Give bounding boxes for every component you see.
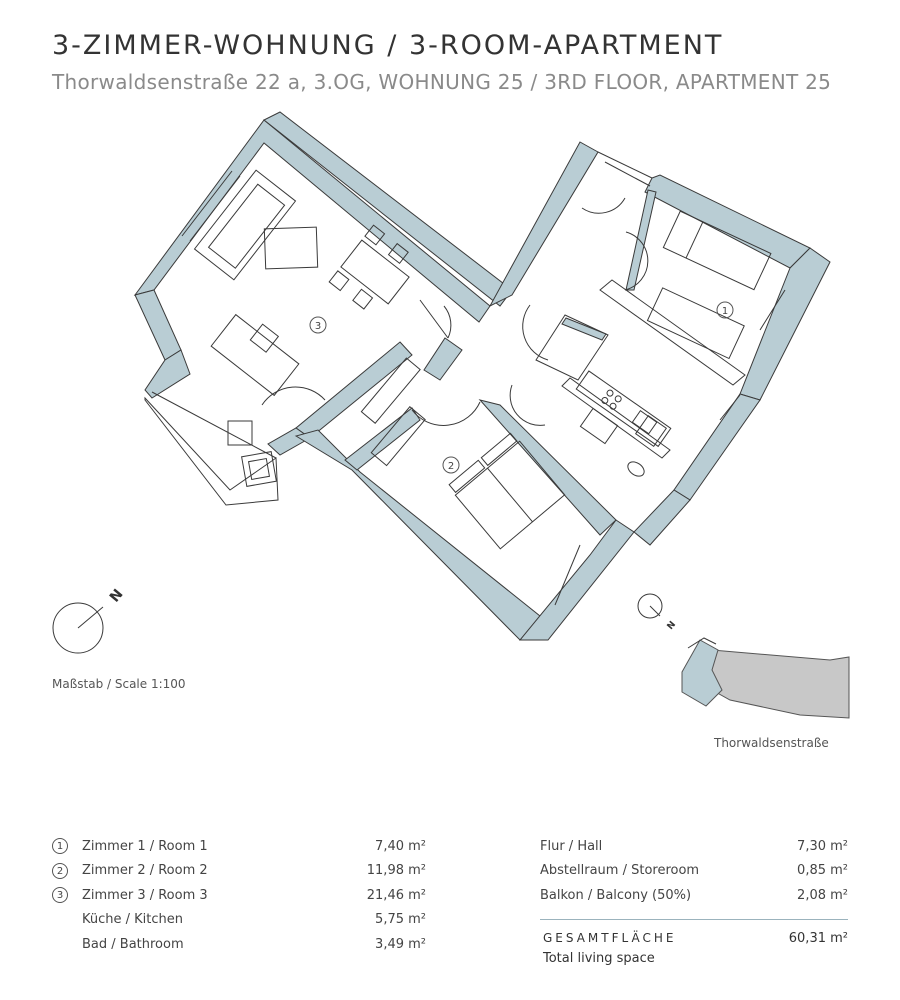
room-label: Zimmer 3 / Room 3: [82, 887, 208, 903]
scale-label: Maßstab / Scale 1:100: [52, 677, 186, 691]
room-area: 7,30 m²: [797, 838, 848, 854]
site-plan: [638, 594, 849, 718]
table-row: [540, 859, 848, 884]
room-1-label: 1: [721, 306, 729, 317]
north-arrow: [53, 586, 127, 653]
room-area: 11,98 m²: [366, 863, 426, 879]
room-label: Flur / Hall: [540, 838, 603, 854]
room-area: 2,08 m²: [797, 887, 848, 903]
room-area: 0,85 m²: [797, 863, 848, 879]
table-row: [52, 932, 426, 957]
right-wing-walls: [490, 142, 830, 545]
page-title: 3-ZIMMER-WOHNUNG / 3-ROOM-APARTMENT: [52, 30, 724, 61]
table-row: [52, 883, 426, 908]
room-area: 7,40 m²: [375, 838, 426, 854]
street-label: Thorwaldsenstraße: [714, 736, 829, 750]
room-label: Zimmer 1 / Room 1: [82, 838, 208, 854]
total-divider: [540, 919, 848, 920]
room-label: Zimmer 2 / Room 2: [82, 863, 208, 879]
total-value: 60,31 m²: [788, 931, 848, 946]
area-table-left: [52, 834, 426, 957]
total-sublabel: Total living space: [543, 951, 655, 966]
room-label: Bad / Bathroom: [82, 936, 184, 952]
table-row: [540, 883, 848, 908]
table-row: [540, 834, 848, 859]
north-letter: N: [106, 586, 127, 606]
table-row: [52, 834, 426, 859]
bedroom-2-walls: [296, 400, 634, 640]
room-area: 3,49 m²: [375, 936, 426, 952]
room-label: Küche / Kitchen: [82, 912, 184, 928]
balcony: [145, 350, 278, 505]
room-number: 3: [52, 887, 68, 903]
room-area: 5,75 m²: [375, 912, 426, 928]
kitchen-furniture: [576, 371, 671, 479]
living-room-walls: [135, 112, 512, 455]
room-number: 2: [52, 863, 68, 879]
room-label: Balkon / Balcony (50%): [540, 887, 692, 903]
room-3-label: 3: [314, 321, 322, 332]
table-row: [52, 908, 426, 933]
address-subtitle: Thorwaldsenstraße 22 a, 3.OG, WOHNUNG 25 / 3RD FLOOR, APARTMENT 25: [52, 70, 832, 94]
room-label: Abstellraum / Storeroom: [540, 863, 700, 879]
room-number: 1: [52, 838, 68, 854]
table-row: [52, 859, 426, 884]
area-table-right: [540, 834, 848, 908]
room-2-label: 2: [447, 461, 455, 472]
total-label: GESAMTFLÄCHE: [543, 931, 677, 945]
svg-text:N: N: [665, 619, 679, 632]
room-area: 21,46 m²: [366, 887, 426, 903]
